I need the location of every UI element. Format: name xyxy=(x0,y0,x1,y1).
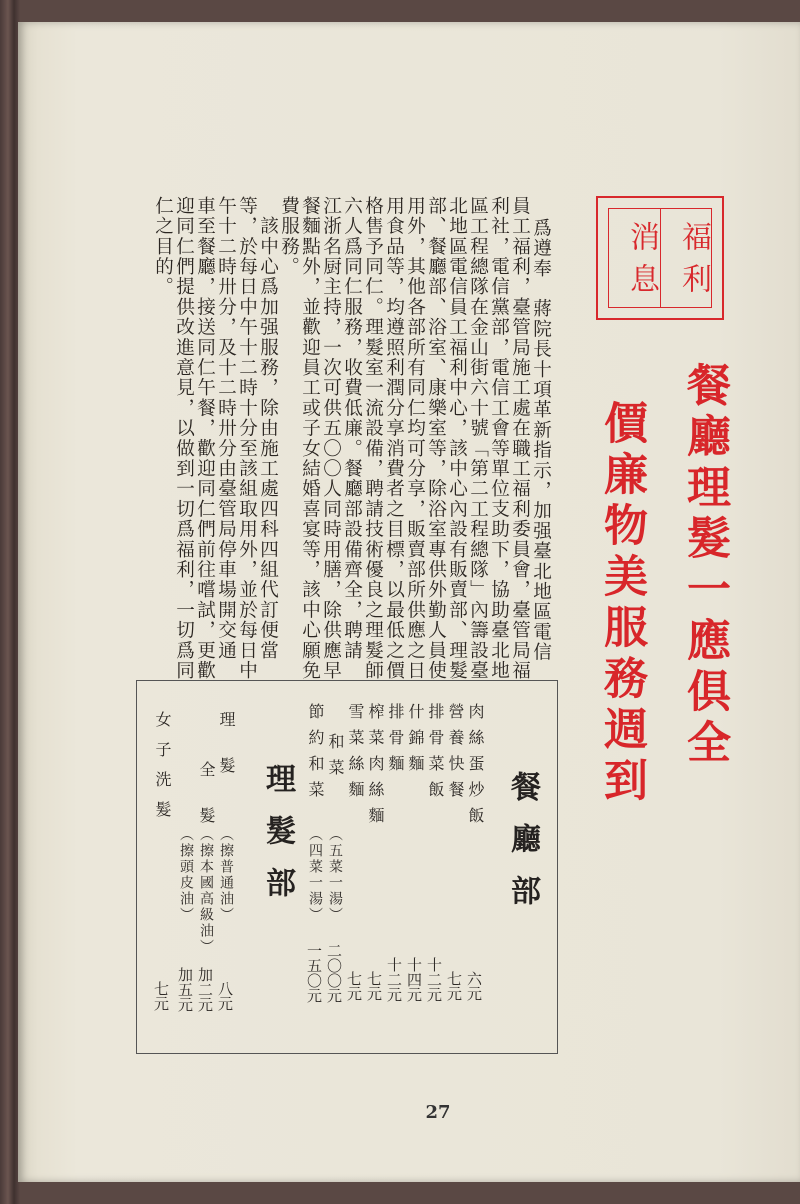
menu-item-price: 一五〇元 xyxy=(305,943,323,1003)
body-line: 迎同仁們提供改進意見，以做到一切爲福利，一切爲同 xyxy=(173,196,195,681)
body-line: 爲遵奉 蔣院長十項革新指示，加强臺北地區電信 xyxy=(530,218,552,663)
restaurant-section-title: 餐廳部 xyxy=(505,771,540,927)
menu-item-name: 什錦麵 xyxy=(406,703,425,781)
barber-item-name: 女子洗髮 xyxy=(153,711,172,831)
barber-item-note: （擦普通油） xyxy=(218,827,234,923)
barber-section-title: 理髮部 xyxy=(260,763,295,919)
menu-item-name: 排骨麵 xyxy=(386,703,405,781)
menu-item-name: 排骨菜飯 xyxy=(426,703,445,807)
menu-item-price: 七元 xyxy=(345,971,363,1001)
menu-item-name: 營養快餐 xyxy=(446,703,465,807)
menu-item-price: 十二元 xyxy=(385,957,403,1002)
menu-item-name: 節約和菜 xyxy=(306,703,325,807)
barber-item-price: 七元 xyxy=(152,981,170,1011)
body-line: 利社，電信黨部，電信工會等單位支助下，協助臺北地 xyxy=(488,196,510,681)
menu-item-note: （五菜一湯） xyxy=(327,827,343,923)
menu-item-price: 六元 xyxy=(465,971,483,1001)
body-line: 餐麵點外，並歡迎員工或子女結婚喜宴等，該中心願免 xyxy=(299,196,321,681)
stamp-column-1: 福利 xyxy=(676,221,711,305)
welfare-news-stamp xyxy=(596,196,724,320)
body-line: 仁之目的。 xyxy=(152,196,174,297)
page-number: 27 xyxy=(425,1102,451,1123)
headline-restaurant-barber: 餐廳理髮一應俱全 xyxy=(679,362,730,770)
body-line: 格售予同仁。理髮室一流設備，聘請技術優良之理髮師 xyxy=(362,196,384,681)
menu-item-name: 肉絲蛋炒飯 xyxy=(466,703,485,833)
body-line: 費服務。 xyxy=(278,196,300,277)
barber-item-price: 加二元 xyxy=(196,967,214,1012)
body-line: 區工程總隊在金山街六十號「第二工程總隊」內籌設臺 xyxy=(467,196,489,681)
body-line: 車至餐廳，接送同仁午餐，歡迎同仁們前往嚐試，更歡 xyxy=(194,196,216,681)
body-line: 用食品等，均遵照利潤分享消費者之目標，以最低之價 xyxy=(383,196,405,681)
body-line: 江浙名厨主持，一次可供五〇〇人同時用膳，除供應早 xyxy=(320,196,342,681)
stamp-inner-frame xyxy=(608,208,712,308)
barber-item-price: 加五元 xyxy=(176,967,194,1012)
body-line: 北地區電信員工福利中心，該中心內設有販賣部、理髮 xyxy=(446,196,468,681)
body-line: 部、餐廳部、浴室、康樂室等，除浴室專供外勤人員使 xyxy=(425,196,447,681)
headline-quality-service: 價廉物美服務週到 xyxy=(596,400,647,808)
book-page xyxy=(18,22,800,1182)
body-line: 六人爲同仁服務，收費低廉。餐廳部設備齊全，聘請 xyxy=(341,196,363,661)
body-line: 該中心爲加强服務，除由施工處四科四組代訂便當 xyxy=(257,196,279,661)
barber-item-note: （擦本國高級油） xyxy=(198,827,214,955)
barber-item-name: 全髮 xyxy=(197,761,216,853)
body-line: 午十二時卅分，及十二時卅分由臺管局停車場開交通 xyxy=(215,196,237,661)
menu-item-name: 榨菜肉絲麵 xyxy=(366,703,385,833)
stamp-column-2: 消息 xyxy=(624,221,659,305)
body-line: 等，於每日中午十二時十分至該組取用外，並於每日中 xyxy=(236,196,258,681)
barber-item-name: 理髮 xyxy=(217,711,236,803)
menu-item-note: （四菜一湯） xyxy=(307,827,323,923)
menu-item-price: 十四元 xyxy=(405,957,423,1002)
barber-item-note: （擦頭皮油） xyxy=(178,827,194,923)
menu-item-price: 七元 xyxy=(365,971,383,1001)
menu-item-price: 十二元 xyxy=(425,957,443,1002)
body-line: 員工福利，臺管局施工處在職工福利委員會，臺管局福 xyxy=(509,196,531,681)
menu-item-price: 七元 xyxy=(445,971,463,1001)
barber-item-price: 八元 xyxy=(216,981,234,1011)
menu-item-name: 雪菜絲麵 xyxy=(346,703,365,807)
menu-item-name: 和菜 xyxy=(326,733,345,785)
menu-item-price: 二〇〇元 xyxy=(325,943,343,1003)
body-line: 用外，其他各部所有同仁均可分享，販賣部所供應之日 xyxy=(404,196,426,681)
price-list-box xyxy=(136,680,558,1054)
